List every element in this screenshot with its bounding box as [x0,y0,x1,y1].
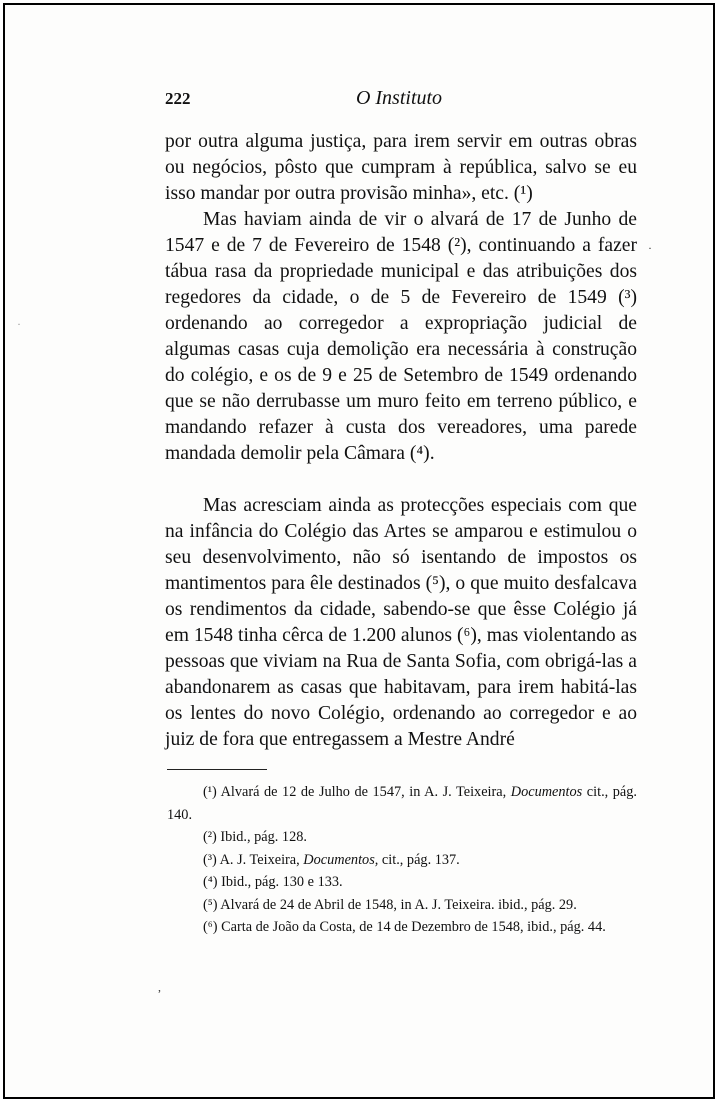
footnote-6: (⁶) Carta de João da Costa, de 14 de Dezembro de 1548, ibid., pág. 44. [203,919,606,935]
footnote-1: (¹) Alvará de 12 de Julho de 1547, in A. J. Teixeira, Documentos cit., pág. 140. [167,784,638,823]
footnotes [167,781,637,939]
footnote-4: (⁴) Ibid., pág. 130 e 133. [203,874,343,890]
book-page [3,3,715,1099]
scan-speck: · [648,241,652,255]
footnote-2: (²) Ibid., pág. 128. [203,829,307,845]
footnote-divider [167,769,267,770]
running-title: O Instituto [355,87,443,109]
scan-speck: , [158,980,161,994]
body-text [165,129,637,753]
scan-speck: · [17,317,21,331]
footnote-5: (⁵) Alvará de 24 de Abril de 1548, in A. J. Teixeira. ibid., pág. 29. [203,896,577,913]
footnote-3: (³) A. J. Teixeira, Documentos, cit., pág. 137. [203,851,460,868]
paragraph-2: Mas haviam ainda de vir o alvará de 17 de Junho de 1547 e de 7 de Fevereiro de 1548 (²), continuando a fazer tábua rasa da propriedade municipal e das atribuições dos regedores da cidade, o de 5 de Fevereiro de 1549 (³) ordenando ao corregedor a expropriação judicial de algumas casas cuja demolição era necessária à construção do colégio, e os de 9 e 25 de Setembro de 1549 ordenando que se não derrubasse um muro feito em terreno público, e mandando refazer à custa dos vereadores, uma parede mandada demolir pela Câmara (⁴). [165,209,637,464]
page-header [163,85,635,115]
paragraph-1: por outra alguma justiça, para irem servir em outras obras ou negócios, pôsto que cumpram à república, salvo se eu isso mandar por outra provisão minha», etc. (¹) [165,131,637,204]
paragraph-3: Mas acresciam ainda as protecções especiais com que na infância do Colégio das Artes se amparou e estimulou o seu desenvolvimento, não só isentando de impostos os mantimentos para êle destinados (⁵), o que muito desfalcava os rendimentos da cidade, sabendo-se que êsse Colégio já em 1548 tinha cêrca de 1.200 alunos (⁶), mas violentando as pessoas que viviam na Rua de Santa Sofia, com obrigá-las a abandonarem as casas que habitavam, para irem habitá-las os lentes do novo Colégio, ordenando ao corregedor e ao juiz de fora que entregassem a Mestre André [165,495,637,750]
page-number: 222 [165,89,191,108]
